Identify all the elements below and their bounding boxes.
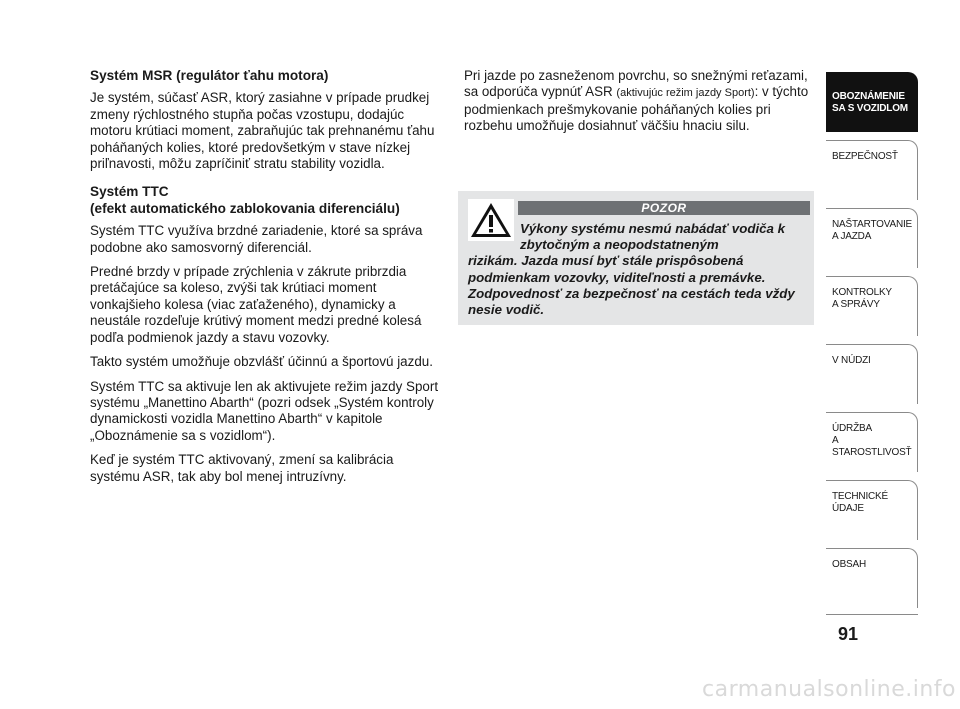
sidebar-bottom-line	[826, 614, 918, 615]
tab-oboznamenie[interactable]: OBOZNÁMENIE SA S VOZIDLOM	[826, 72, 918, 132]
tab-udrzba[interactable]: ÚDRŽBA A STAROSTLIVOSŤ	[826, 412, 918, 472]
ttc-paragraph-1: Systém TTC využíva brzdné zariadenie, ktoré sa správa podobne ako samosvorný diferenciál.	[90, 223, 423, 255]
ttc-title-line-1: Systém TTC	[90, 184, 169, 200]
tab-kontrolky[interactable]: KONTROLKY A SPRÁVY	[826, 276, 918, 336]
snow-text-1: Pri jazde po zasneženom povrchu, so snežnými reťazami, sa odporúča vypnúť ASR	[464, 68, 808, 100]
snow-text-small: (aktivujúc režim jazdy Sport)	[616, 87, 755, 100]
warning-text-indented: Výkony systému nesmú nabádať vodiča k zbytočným a neopodstatneným	[520, 221, 786, 253]
tab-v-nudzi[interactable]: V NÚDZI	[826, 344, 918, 404]
page-number: 91	[837, 624, 859, 644]
left-column	[90, 68, 446, 493]
ttc-paragraph-2: Predné brzdy v prípade zrýchlenia v zákrute pribrzdia pretáčajúce sa koleso, zvýši tak krútiaci moment vonkajšieho kolesa (viac zaťaženého), dynamicky a neustále rozdeľuje krútivý moment medzi predné kolesá podľa podmienok jazdy a stavu vozovky.	[90, 264, 422, 345]
warning-text-rest: rizikám. Jazda musí byť stále prispôsobená podmienkam vozovky, viditeľnosti a premávke. Zodpovednosť za bezpečnosť na cestách teda vždy nesie vodič.	[468, 253, 795, 318]
tab-technicke-udaje[interactable]: TECHNICKÉ ÚDAJE	[826, 480, 918, 540]
ttc-paragraph-5: Keď je systém TTC aktivovaný, zmení sa kalibrácia systému ASR, tak aby bol menej intruzívny.	[90, 452, 394, 484]
warning-box	[458, 191, 814, 325]
snow-paragraph	[464, 68, 812, 135]
tab-obsah[interactable]: OBSAH	[826, 548, 918, 608]
warning-text	[468, 221, 804, 318]
tab-nastartovanie[interactable]: NAŠTARTOVANIE A JAZDA	[826, 208, 918, 268]
right-column	[464, 68, 812, 143]
ttc-title	[90, 184, 446, 217]
chapter-sidebar	[826, 0, 960, 709]
ttc-paragraph-3: Takto systém umožňuje obzvlášť účinnú a športovú jazdu.	[90, 354, 433, 370]
msr-paragraph: Je systém, súčasť ASR, ktorý zasiahne v prípade prudkej zmeny rýchlostného stupňa počas vzostupu, dodajúc motoru krútiaci moment, zabraňujúc tak prehnanému ťahu poháňaných kolies, ktoré predovšetkým v stave nízkej priľnavosti, môžu zapríčiniť stratu stability vozidla.	[90, 90, 435, 172]
ttc-paragraph-4: Systém TTC sa aktivuje len ak aktivujete režim jazdy Sport systému „Manettino Abarth“ (pozri odsek „Systém kontroly dynamickosti vozidla Manettino Abarth“ v kapitole „Oboznámenie sa s vozidlom“).	[90, 378, 439, 443]
ttc-title-line-2: (efekt automatického zablokovania diferenciálu)	[90, 200, 400, 216]
warning-header: POZOR	[518, 201, 810, 215]
tab-bezpecnost[interactable]: BEZPEČNOSŤ	[826, 140, 918, 200]
msr-title: Systém MSR (regulátor ťahu motora)	[90, 68, 329, 83]
watermark: carmanualsonline.info	[702, 677, 956, 702]
snow-text-2: : v týchto podmienkach prešmykovanie poháňaných kolies pri rozbehu umožňuje dosiahnuť väčšiu hnaciu silu.	[464, 84, 809, 134]
